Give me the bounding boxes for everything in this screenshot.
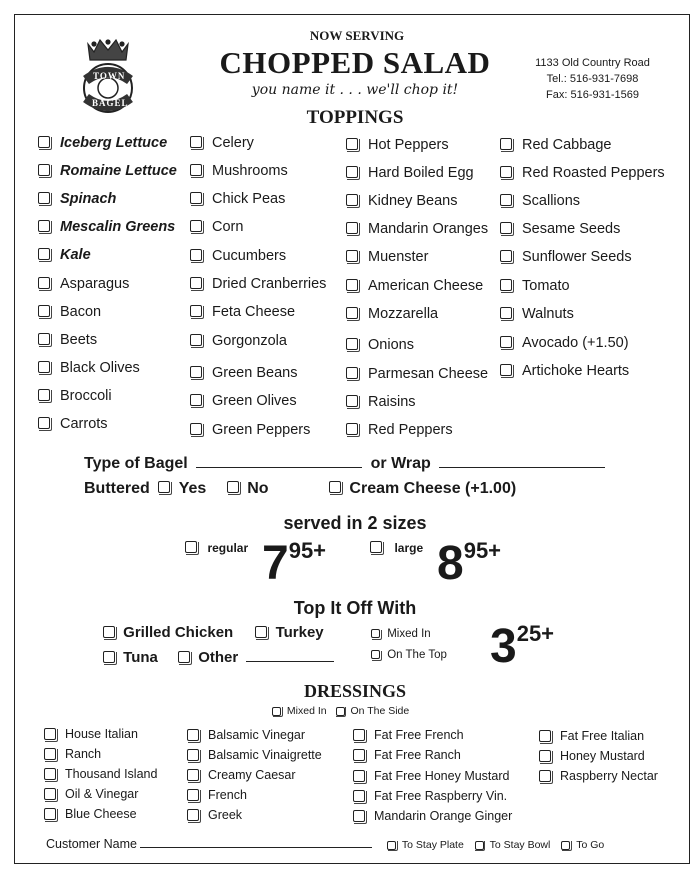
checkbox[interactable] bbox=[500, 250, 512, 262]
topping-label: Kale bbox=[60, 247, 91, 263]
dressing-placement bbox=[272, 705, 409, 717]
topoff-price-cents: 25+ bbox=[516, 621, 555, 646]
checkbox[interactable] bbox=[500, 194, 512, 206]
checkbox[interactable] bbox=[346, 423, 358, 435]
toppings-heading: TOPPINGS bbox=[306, 107, 404, 128]
checkbox[interactable] bbox=[500, 166, 512, 178]
topping-label: Dried Cranberries bbox=[212, 276, 327, 292]
topping-chick-peas[interactable] bbox=[190, 191, 285, 207]
checkbox[interactable] bbox=[346, 338, 358, 350]
topping-celery[interactable] bbox=[190, 135, 254, 151]
topping-label: Celery bbox=[212, 135, 254, 151]
regular-price-dollars: 7 bbox=[262, 537, 289, 590]
turkey-label: Turkey bbox=[275, 624, 324, 641]
topping-parmesan-cheese[interactable] bbox=[346, 366, 488, 382]
checkbox[interactable] bbox=[539, 730, 551, 742]
to-stay-bowl-label: To Stay Bowl bbox=[489, 839, 551, 851]
cream-cheese-label: Cream Cheese (+1.00) bbox=[349, 480, 517, 497]
large-price-dollars: 8 bbox=[437, 537, 464, 590]
checkbox[interactable] bbox=[44, 808, 56, 820]
checkbox[interactable] bbox=[38, 389, 50, 401]
size-regular[interactable] bbox=[185, 541, 248, 559]
protein-row-2 bbox=[103, 649, 334, 666]
topping-label: Parmesan Cheese bbox=[368, 366, 489, 382]
dressing-label: Honey Mustard bbox=[560, 749, 645, 763]
dressing-label: Greek bbox=[208, 808, 243, 822]
checkbox[interactable] bbox=[190, 249, 202, 261]
topping-carrots[interactable] bbox=[38, 416, 108, 432]
topping-american-cheese[interactable] bbox=[346, 278, 483, 294]
checkbox[interactable] bbox=[38, 220, 50, 232]
large-price-cents: 95+ bbox=[463, 538, 502, 563]
dressing-honey-mustard[interactable] bbox=[539, 749, 645, 763]
dressing-mixed-in-checkbox[interactable] bbox=[272, 707, 281, 716]
topping-label: Artichoke Hearts bbox=[522, 363, 630, 379]
checkbox[interactable] bbox=[500, 336, 512, 348]
checkbox[interactable] bbox=[38, 164, 50, 176]
buttered-no-checkbox[interactable] bbox=[227, 481, 239, 493]
topping-label: Feta Cheese bbox=[212, 304, 296, 320]
dressing-mixed-in-label: Mixed In bbox=[286, 705, 327, 717]
checkbox[interactable] bbox=[190, 277, 202, 289]
dressing-label: Mandarin Orange Ginger bbox=[374, 809, 513, 823]
topping-label: Onions bbox=[368, 337, 414, 353]
checkbox[interactable] bbox=[38, 305, 50, 317]
to-stay-plate-checkbox[interactable] bbox=[387, 841, 396, 850]
topoff-price bbox=[490, 620, 555, 673]
topping-black-olives[interactable] bbox=[38, 360, 140, 376]
checkbox[interactable] bbox=[44, 748, 56, 760]
telephone: Tel.: 516-931-7698 bbox=[546, 73, 639, 85]
topping-onions[interactable] bbox=[346, 337, 414, 353]
topping-red-cabbage[interactable] bbox=[500, 137, 612, 153]
dressing-house-italian[interactable] bbox=[44, 727, 138, 741]
topping-label: Mozzarella bbox=[368, 306, 439, 322]
checkbox[interactable] bbox=[500, 222, 512, 234]
topping-broccoli[interactable] bbox=[38, 388, 112, 404]
topping-label: Green Peppers bbox=[212, 422, 311, 438]
topoff-on-the-top[interactable] bbox=[371, 649, 447, 661]
no-label: No bbox=[247, 480, 269, 497]
dressing-blue-cheese[interactable] bbox=[44, 807, 137, 821]
dressing-raspberry-nectar[interactable] bbox=[539, 769, 658, 783]
checkbox[interactable] bbox=[190, 136, 202, 148]
checkbox[interactable] bbox=[190, 334, 202, 346]
dressing-label: Balsamic Vinegar bbox=[208, 728, 306, 742]
topping-label: Green Olives bbox=[212, 393, 297, 409]
topping-avocado[interactable] bbox=[500, 335, 629, 351]
checkbox[interactable] bbox=[44, 768, 56, 780]
dressing-label: French bbox=[208, 788, 247, 802]
customer-name-label: Customer Name bbox=[46, 837, 137, 851]
topping-label: Hot Peppers bbox=[368, 137, 449, 153]
topping-muenster[interactable] bbox=[346, 249, 428, 265]
topping-bacon[interactable] bbox=[38, 304, 101, 320]
topping-artichoke-hearts[interactable] bbox=[500, 363, 629, 379]
topping-green-beans[interactable] bbox=[190, 365, 297, 381]
topoff-mixed-in[interactable] bbox=[371, 628, 431, 640]
dressing-on-side-label: On The Side bbox=[350, 705, 410, 717]
topping-walnuts[interactable] bbox=[500, 306, 574, 322]
regular-label: regular bbox=[207, 541, 249, 555]
dressing-balsamic-vinaigrette[interactable] bbox=[187, 748, 322, 762]
checkbox[interactable] bbox=[353, 790, 365, 802]
checkbox[interactable] bbox=[187, 769, 199, 781]
topping-label: Sesame Seeds bbox=[522, 221, 621, 237]
checkbox[interactable] bbox=[346, 395, 358, 407]
checkbox[interactable] bbox=[187, 789, 199, 801]
topping-label: Muenster bbox=[368, 249, 429, 265]
topping-label: Bacon bbox=[60, 304, 102, 320]
regular-checkbox[interactable] bbox=[185, 541, 197, 553]
wrap-field[interactable] bbox=[439, 467, 605, 468]
sizes-heading: served in 2 sizes bbox=[283, 513, 427, 533]
yes-label: Yes bbox=[178, 480, 207, 497]
topping-label: Green Beans bbox=[212, 365, 298, 381]
dressing-label: Fat Free Italian bbox=[560, 729, 645, 743]
topping-label: Asparagus bbox=[60, 276, 130, 292]
topping-label: Chick Peas bbox=[212, 191, 286, 207]
topping-label: Broccoli bbox=[60, 388, 112, 404]
topping-label: Mandarin Oranges bbox=[368, 221, 489, 237]
topping-raisins[interactable] bbox=[346, 394, 416, 410]
topping-feta-cheese[interactable] bbox=[190, 304, 295, 320]
checkbox[interactable] bbox=[346, 279, 358, 291]
dressing-greek[interactable] bbox=[187, 808, 242, 822]
buttered-row bbox=[84, 480, 516, 498]
checkbox[interactable] bbox=[190, 220, 202, 232]
dressing-label: Blue Cheese bbox=[65, 807, 137, 821]
dressing-balsamic-vinegar[interactable] bbox=[187, 728, 305, 742]
topping-label: Red Roasted Peppers bbox=[522, 165, 665, 181]
topping-label: Black Olives bbox=[60, 360, 140, 376]
topping-mushrooms[interactable] bbox=[190, 163, 288, 179]
checkbox[interactable] bbox=[539, 770, 551, 782]
customer-name-row bbox=[46, 837, 372, 851]
topping-label: Avocado (+1.50) bbox=[522, 335, 629, 351]
now-serving-label: NOW SERVING bbox=[309, 28, 405, 43]
large-checkbox[interactable] bbox=[370, 541, 382, 553]
logo-text-top: TOWN bbox=[93, 71, 126, 81]
topping-label: Corn bbox=[212, 219, 244, 235]
topping-mescalin-greens[interactable] bbox=[38, 219, 175, 235]
page-title: CHOPPED SALAD bbox=[219, 45, 491, 80]
checkbox[interactable] bbox=[38, 192, 50, 204]
regular-price-cents: 95+ bbox=[288, 538, 327, 563]
topping-label: Cucumbers bbox=[212, 248, 287, 264]
topping-iceberg-lettuce[interactable] bbox=[38, 135, 167, 151]
checkbox[interactable] bbox=[38, 333, 50, 345]
size-large[interactable] bbox=[370, 541, 423, 559]
topping-label: American Cheese bbox=[368, 278, 484, 294]
checkbox[interactable] bbox=[346, 166, 358, 178]
dressing-ranch[interactable] bbox=[44, 747, 101, 761]
topping-dried-cranberries[interactable] bbox=[190, 276, 326, 292]
checkbox[interactable] bbox=[38, 277, 50, 289]
checkbox[interactable] bbox=[190, 394, 202, 406]
topping-gorgonzola[interactable] bbox=[190, 333, 287, 349]
cream-cheese-checkbox[interactable] bbox=[329, 481, 341, 493]
to-stay-plate-label: To Stay Plate bbox=[401, 839, 464, 851]
topping-label: Hard Boiled Egg bbox=[368, 165, 474, 181]
topping-label: Red Cabbage bbox=[522, 137, 612, 153]
topoff-mixed-in-checkbox[interactable] bbox=[371, 629, 380, 638]
tuna-label: Tuna bbox=[123, 649, 158, 666]
topping-red-roasted-peppers[interactable] bbox=[500, 165, 665, 181]
topping-sunflower-seeds[interactable] bbox=[500, 249, 632, 265]
checkbox[interactable] bbox=[190, 305, 202, 317]
regular-price bbox=[262, 537, 327, 590]
protein-row-1 bbox=[103, 624, 324, 641]
dressing-label: Fat Free French bbox=[374, 728, 464, 742]
topping-romaine-lettuce[interactable] bbox=[38, 163, 177, 179]
checkbox[interactable] bbox=[190, 164, 202, 176]
or-wrap-label: or Wrap bbox=[370, 455, 431, 472]
checkbox[interactable] bbox=[346, 194, 358, 206]
customer-name-field[interactable] bbox=[140, 847, 372, 848]
dressing-fat-free-honey-mustard[interactable] bbox=[353, 769, 509, 783]
other-checkbox[interactable] bbox=[178, 651, 190, 663]
grilled-chicken-label: Grilled Chicken bbox=[123, 624, 234, 641]
buttered-label: Buttered bbox=[84, 480, 150, 497]
bagel-wrap-row bbox=[84, 455, 605, 473]
checkbox[interactable] bbox=[346, 307, 358, 319]
type-of-bagel-label: Type of Bagel bbox=[84, 455, 188, 472]
checkbox[interactable] bbox=[353, 749, 365, 761]
topping-mandarin-oranges[interactable] bbox=[346, 221, 488, 237]
dressing-label: Balsamic Vinaigrette bbox=[208, 748, 322, 762]
dressing-fat-free-italian[interactable] bbox=[539, 729, 644, 743]
checkbox[interactable] bbox=[500, 364, 512, 376]
dressing-label: Thousand Island bbox=[65, 767, 158, 781]
checkbox[interactable] bbox=[38, 361, 50, 373]
checkbox[interactable] bbox=[44, 788, 56, 800]
checkbox[interactable] bbox=[187, 729, 199, 741]
large-label: large bbox=[394, 541, 424, 555]
topping-label: Raisins bbox=[368, 394, 416, 410]
topping-corn[interactable] bbox=[190, 219, 243, 235]
topping-label: Tomato bbox=[522, 278, 570, 294]
dressing-on-side-checkbox[interactable] bbox=[336, 707, 345, 716]
checkbox[interactable] bbox=[190, 423, 202, 435]
topping-green-peppers[interactable] bbox=[190, 422, 310, 438]
checkbox[interactable] bbox=[187, 749, 199, 761]
logo-text-bottom: BAGEL bbox=[92, 98, 129, 108]
checkbox[interactable] bbox=[500, 307, 512, 319]
tagline: you name it . . . we'll chop it! bbox=[251, 82, 459, 98]
buttered-yes-checkbox[interactable] bbox=[158, 481, 170, 493]
checkbox[interactable] bbox=[44, 728, 56, 740]
dressing-label: Raspberry Nectar bbox=[560, 769, 658, 783]
dressing-oil-vinegar[interactable] bbox=[44, 787, 138, 801]
topping-mozzarella[interactable] bbox=[346, 306, 438, 322]
turkey-checkbox[interactable] bbox=[255, 626, 267, 638]
checkbox[interactable] bbox=[187, 809, 199, 821]
topping-sesame-seeds[interactable] bbox=[500, 221, 620, 237]
contact-info bbox=[530, 55, 655, 103]
checkbox[interactable] bbox=[539, 750, 551, 762]
topping-label: Iceberg Lettuce bbox=[60, 135, 168, 151]
dressing-label: Creamy Caesar bbox=[208, 768, 296, 782]
dressing-creamy-caesar[interactable] bbox=[187, 768, 296, 782]
dressing-french[interactable] bbox=[187, 788, 247, 802]
large-price bbox=[437, 537, 502, 590]
topping-hard-boiled-egg[interactable] bbox=[346, 165, 474, 181]
topping-red-peppers[interactable] bbox=[346, 422, 453, 438]
to-go-checkbox[interactable] bbox=[561, 841, 570, 850]
to-go-label: To Go bbox=[576, 839, 605, 851]
checkbox[interactable] bbox=[346, 250, 358, 262]
dressing-mandarin-orange-ginger[interactable] bbox=[353, 809, 512, 823]
dressing-fat-free-ranch[interactable] bbox=[353, 748, 461, 762]
topoff-mixed-in-label: Mixed In bbox=[387, 628, 431, 640]
checkbox[interactable] bbox=[190, 192, 202, 204]
checkbox[interactable] bbox=[353, 810, 365, 822]
fax: Fax: 516-931-1569 bbox=[546, 89, 639, 101]
topping-hot-peppers[interactable] bbox=[346, 137, 449, 153]
dressing-label: House Italian bbox=[65, 727, 138, 741]
checkbox[interactable] bbox=[38, 417, 50, 429]
topping-label: Romaine Lettuce bbox=[60, 163, 177, 179]
topoff-price-dollars: 3 bbox=[490, 620, 517, 673]
dressings-heading: DRESSINGS bbox=[303, 681, 407, 701]
other-field[interactable] bbox=[246, 661, 334, 662]
topping-label: Kidney Beans bbox=[368, 193, 458, 209]
topping-label: Sunflower Seeds bbox=[522, 249, 632, 265]
checkbox[interactable] bbox=[38, 248, 50, 260]
to-stay-bowl-checkbox[interactable] bbox=[475, 841, 484, 850]
checkbox[interactable] bbox=[500, 138, 512, 150]
dressing-fat-free-french[interactable] bbox=[353, 728, 464, 742]
checkbox[interactable] bbox=[353, 729, 365, 741]
topping-label: Mescalin Greens bbox=[60, 219, 176, 235]
tuna-checkbox[interactable] bbox=[103, 651, 115, 663]
topping-label: Carrots bbox=[60, 416, 108, 432]
topoff-on-the-top-label: On The Top bbox=[387, 649, 447, 661]
topping-label: Scallions bbox=[522, 193, 581, 209]
dressing-label: Fat Free Ranch bbox=[374, 748, 461, 762]
dressing-label: Fat Free Honey Mustard bbox=[374, 769, 510, 783]
dressing-fat-free-raspberry-vin[interactable] bbox=[353, 789, 507, 803]
topping-label: Walnuts bbox=[522, 306, 574, 322]
topping-label: Red Peppers bbox=[368, 422, 453, 438]
checkbox[interactable] bbox=[346, 222, 358, 234]
topoff-on-the-top-checkbox[interactable] bbox=[371, 650, 380, 659]
address: 1133 Old Country Road bbox=[535, 57, 650, 69]
checkbox[interactable] bbox=[353, 770, 365, 782]
topping-label: Mushrooms bbox=[212, 163, 288, 179]
topping-label: Spinach bbox=[60, 191, 117, 207]
dressing-label: Fat Free Raspberry Vin. bbox=[374, 789, 508, 803]
topping-spinach[interactable] bbox=[38, 191, 116, 207]
dressing-thousand-island[interactable] bbox=[44, 767, 157, 781]
topping-kale[interactable] bbox=[38, 247, 91, 263]
checkbox[interactable] bbox=[38, 136, 50, 148]
topping-green-olives[interactable] bbox=[190, 393, 297, 409]
checkbox[interactable] bbox=[190, 366, 202, 378]
service-options bbox=[387, 839, 604, 851]
topping-asparagus[interactable] bbox=[38, 276, 129, 292]
type-of-bagel-field[interactable] bbox=[196, 467, 362, 468]
topping-beets[interactable] bbox=[38, 332, 97, 348]
topping-kidney-beans[interactable] bbox=[346, 193, 457, 209]
checkbox[interactable] bbox=[346, 138, 358, 150]
grilled-chicken-checkbox[interactable] bbox=[103, 626, 115, 638]
dressing-label: Oil & Vinegar bbox=[65, 787, 139, 801]
topping-label: Gorgonzola bbox=[212, 333, 287, 349]
checkbox[interactable] bbox=[346, 367, 358, 379]
topping-label: Beets bbox=[60, 332, 98, 348]
topping-scallions[interactable] bbox=[500, 193, 580, 209]
topping-cucumbers[interactable] bbox=[190, 248, 286, 264]
topping-tomato[interactable] bbox=[500, 278, 570, 294]
checkbox[interactable] bbox=[500, 279, 512, 291]
top-it-off-heading: Top It Off With bbox=[293, 598, 417, 618]
other-label: Other bbox=[198, 649, 239, 666]
dressing-label: Ranch bbox=[65, 747, 102, 761]
